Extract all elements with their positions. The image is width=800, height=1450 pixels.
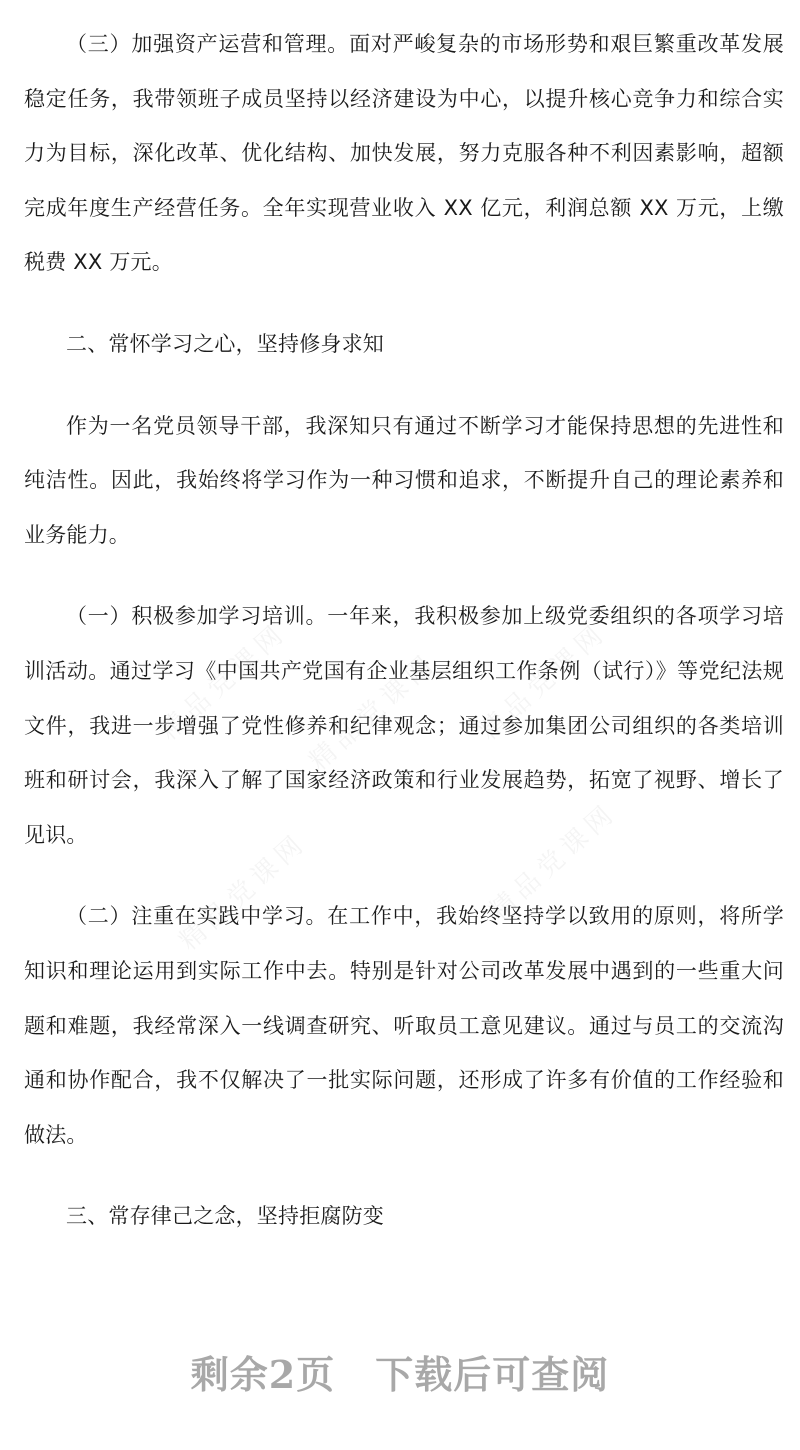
section-heading-learning: 二、常怀学习之心，坚持修身求知 <box>66 331 384 356</box>
section-heading-self-discipline: 三、常存律己之念，坚持拒腐防变 <box>66 1204 384 1229</box>
watermark: 精品党课网 <box>174 827 314 957</box>
document-body <box>24 17 784 1244</box>
watermark: 精品党课网 <box>154 617 294 747</box>
paragraph-practice: （二）注重在实践中学习。在工作中，我始终坚持学以致用的原则，将所学知识和理论运用到实际工作中去。特别是针对公司改革发展中遇到的一些重大问题和难题，我经常深入一线调查研究、听取员工意见建议。通过与员工的交流沟通和协作配合，我不仅解决了一批实际问题，还形成了许多有价值的工作经验和做法。 <box>24 904 784 1147</box>
download-hint-label: 下载后可查阅 <box>375 1352 610 1397</box>
remaining-pages-label: 剩余2页 <box>190 1352 336 1397</box>
paragraph-asset-management: （三）加强资产运营和管理。面对严峻复杂的市场形势和艰巨繁重改革发展稳定任务，我带领班子成员坚持以经济建设为中心，以提升核心竞争力和综合实力为目标，深化改革、优化结构、加快发展，努力克服各种不利因素影响，超额完成年度生产经营任务。全年实现营业收入 XX 亿元，利润总额 XX 万元，上缴税费 XX 万元。 <box>24 32 784 275</box>
watermark: 精品党课网 <box>304 647 444 777</box>
watermark: 精品党课网 <box>484 797 624 927</box>
download-banner[interactable] <box>0 1345 800 1405</box>
paragraph-training: （一）积极参加学习培训。一年来，我积极参加上级党委组织的各项学习培训活动。通过学习《中国共产党国有企业基层组织工作条例（试行）》等党纪法规文件，我进一步增强了党性修养和纪律观念；通过参加集团公司组织的各类培训班和研讨会，我深入了解了国家经济政策和行业发展趋势，拓宽了视野、增长了见识。 <box>24 604 784 847</box>
watermark: 精品党课网 <box>474 617 614 747</box>
paragraph-learning-intro: 作为一名党员领导干部，我深知只有通过不断学习才能保持思想的先进性和纯洁性。因此，我始终将学习作为一种习惯和追求，不断提升自己的理论素养和业务能力。 <box>24 413 784 547</box>
